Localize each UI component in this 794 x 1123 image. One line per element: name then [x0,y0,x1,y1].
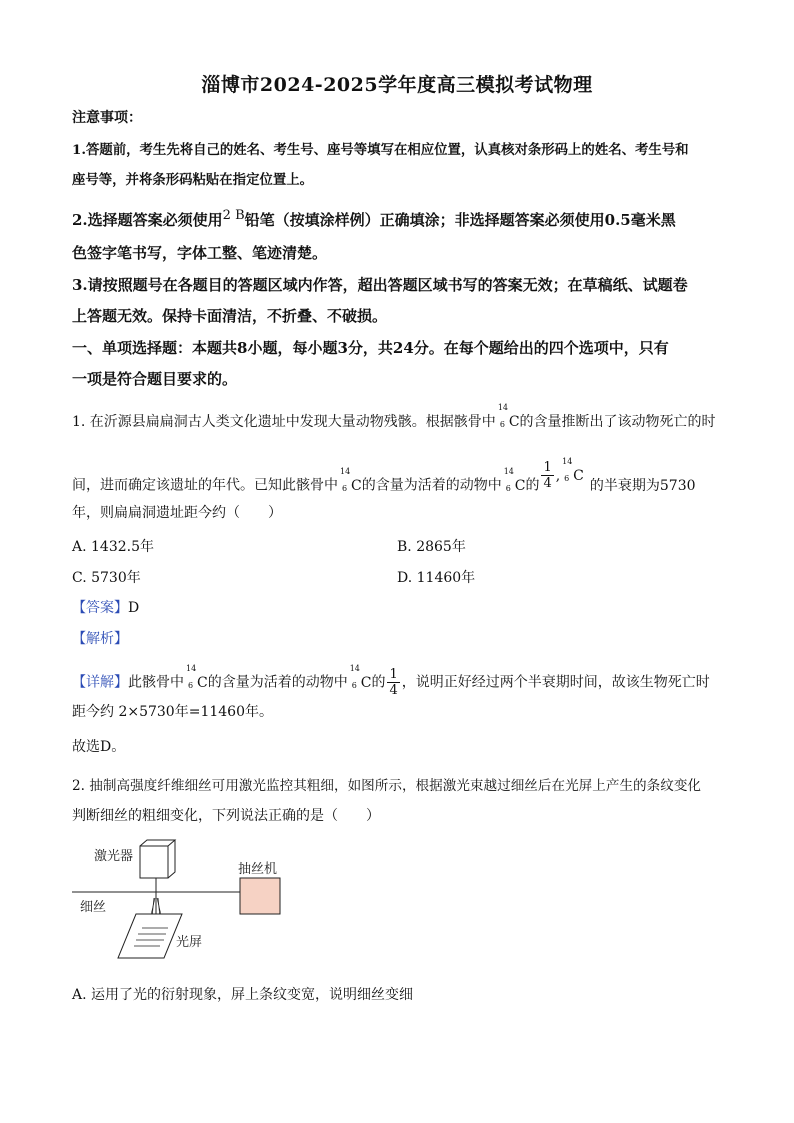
q1-option-b: B. 2865年 [397,539,466,555]
q1-detail-line2: 距今约 2×5730年=11460年。 [72,704,273,720]
q1-line2-part2: 的含量为活着的动物中 [361,477,502,494]
q1-line2-part3: 的 [525,477,540,494]
q1-option-a: A. 1432.5年 [72,539,154,555]
notice-item2-line1 [72,210,724,232]
q1-option-d: D. 11460年 [397,570,476,586]
carbon14-symbol: 14 6 C [349,663,372,691]
one-quarter-fraction: $\frac{1}{4}$ [543,460,552,491]
q1-answer [72,598,724,618]
answer-tag: 【答案】 [72,600,128,616]
one-quarter-fraction: $\frac{1}{4}$ [389,667,398,698]
notice-item1-line1: 1.答题前，考生先将自己的姓名、考生号、座号等填写在相应位置，认真核对条形码上的姓名、考生号和 [72,142,689,158]
q1-detail-part2: 的含量为活着的动物中 [207,674,348,691]
notice-heading: 注意事项： [72,110,142,126]
q2-option-a: A. 运用了光的衍射现象，屏上条纹变宽，说明细丝变细 [72,987,414,1003]
q1-detail-part3: 的 [371,674,386,691]
notice-item2-line2: 色签字笔书写，字体工整、笔迹清楚。 [72,244,328,262]
light-screen [118,914,182,958]
notice-item3-line2: 上答题无效。保持卡面清洁，不折叠、不破损。 [72,307,388,325]
q1-line2-part1: 间，进而确定该遗址的年代。已知此骸骨中 [72,477,338,494]
laser-monitoring-figure [72,836,302,966]
laser-label: 激光器 [94,849,134,864]
q2-line1: 2. 抽制高强度纤维细丝可用激光监控其粗细，如图所示，根据激光束越过细丝后在光屏上产生的条纹变化 [72,778,702,794]
detail-tag: 【详解】 [72,674,128,691]
q1-detail-part4: ，说明正好经过两个半衰期时间，故该生物死亡时 [401,674,710,691]
q1-line3: 年，则扁扁洞遗址距今约（ ） [72,505,282,521]
carbon14-symbol: 14 6 C [340,466,362,494]
screen-label: 光屏 [176,935,203,950]
q1-analysis [72,629,724,649]
notice-item2-pencil-grade: 2 B [222,208,245,223]
page-title: 淄博市2024-2025学年度高三模拟考试物理 [201,74,593,96]
q1-line1-post: 的含量推断出了该动物死亡的时 [519,414,716,430]
q1-line1-pre: 1. 在沂源县扁扁洞古人类文化遗址中发现大量动物残骸。根据骸骨中 [72,414,496,430]
q1-option-c: C. 5730年 [72,570,141,586]
notice-item3-line1: 3.请按照题号在各题目的答题区域内作答，超出答题区域书写的答案无效；在草稿纸、试题卷 [72,276,688,294]
carbon14-symbol: 14 6 C [503,466,526,494]
q1-line2-part4: 的半衰期为5730 [589,477,696,494]
q1-detail-part1: 此骸骨中 [128,674,184,691]
q1-line2: 间，进而确定该遗址的年代。已知此骸骨中 14 6 C的含量为活着的动物中 14 6 C的 $\frac{1}{4}$ , 14 6 C的半衰期为5730 [72,456,696,494]
q2-line2: 判断细丝的粗细变化，下列说法正确的是（ ） [72,808,380,824]
notice-item1-line2: 座号等，并将条形码粘贴在指定位置上。 [72,172,314,188]
wire-label: 细丝 [80,900,107,915]
section1-line2: 一项是符合题目要求的。 [72,370,238,388]
q1-conclusion: 故选D。 [72,739,126,755]
laser-device [140,840,175,878]
notice-item2-post: 铅笔（按填涂样例）正确填涂；非选择题答案必须使用0.5毫米黑 [244,211,676,229]
drawing-machine [240,878,280,914]
section1-line1: 一、单项选择题：本题共8小题，每小题3分，共24分。在每个题给出的四个选项中，只有 [72,339,669,357]
q1-detail-line1 [72,663,724,698]
analysis-tag: 【解析】 [72,631,128,647]
answer-value: D [128,600,140,616]
machine-label: 抽丝机 [238,862,278,877]
q1-line1 [72,403,724,432]
carbon14-symbol: 14 6 C [186,663,208,691]
carbon14-symbol: 14 6 C [497,403,520,430]
notice-item2-pre: 2.选择题答案必须使用 [72,211,223,229]
carbon14-symbol: 14 6 C [562,456,584,484]
